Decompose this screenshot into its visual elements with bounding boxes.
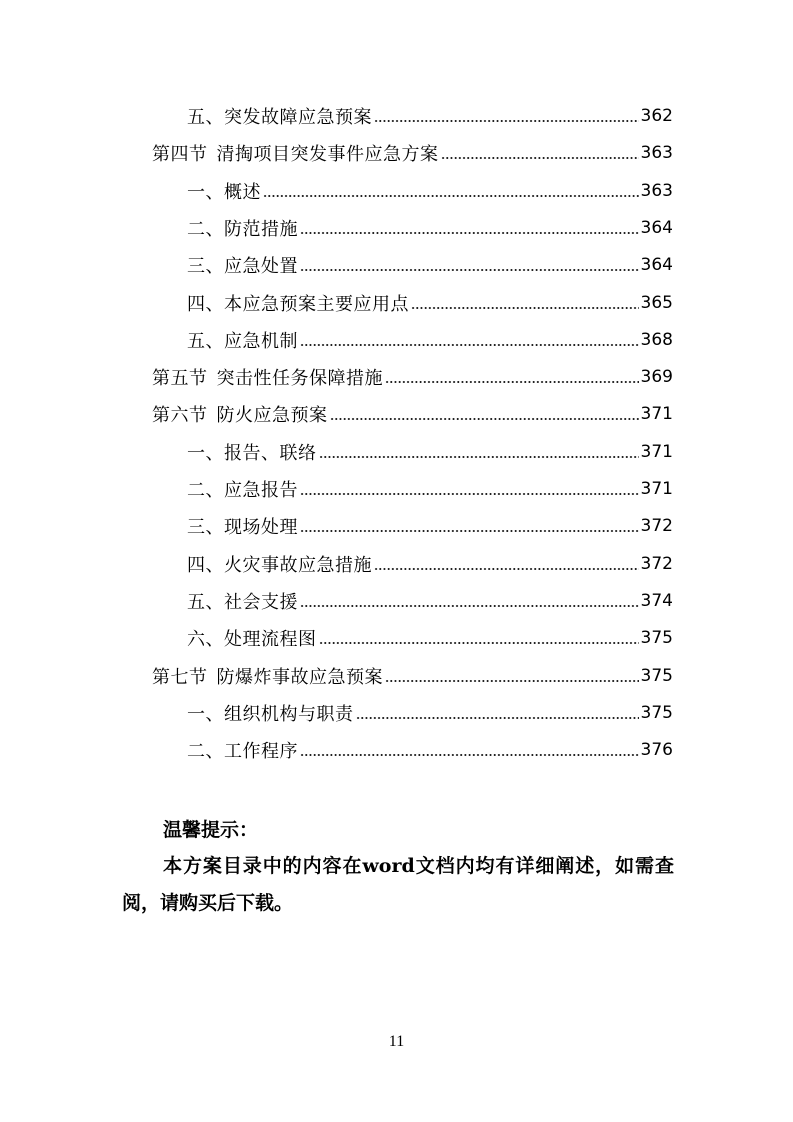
toc-entry-page: 375 (640, 665, 673, 686)
toc-entry[interactable] (187, 698, 673, 728)
toc-entry-label: 工作程序 (224, 741, 298, 763)
toc-entry-leader (356, 717, 639, 719)
toc-entry-label: 清掏项目突发事件应急方案 (216, 144, 439, 166)
toc-entry-leader (385, 680, 639, 682)
toc-entry-number: 三、 (187, 517, 224, 539)
toc-entry[interactable] (187, 288, 673, 318)
toc-entry-number: 一、 (187, 181, 224, 203)
toc-entry-number: 四、 (187, 293, 224, 315)
toc-entry-title (187, 625, 317, 651)
toc-entry-title (187, 103, 372, 129)
toc-entry-title (187, 178, 261, 204)
toc-entry-page: 363 (640, 180, 673, 201)
toc-entry-title (187, 588, 298, 614)
toc-entry-label: 应急机制 (224, 330, 298, 352)
toc-entry[interactable] (152, 661, 673, 691)
toc-entry-label: 火灾事故应急措施 (224, 554, 372, 576)
toc-entry-number: 二、 (187, 741, 224, 763)
toc-entry-number: 四、 (187, 554, 224, 576)
toc-entry-leader (411, 307, 639, 309)
toc-entry-number: 一、 (187, 703, 224, 725)
toc-entry-leader (300, 344, 639, 346)
page-number: 11 (388, 1033, 405, 1050)
toc-entry[interactable] (152, 399, 673, 429)
toc-entry-page: 362 (640, 106, 673, 126)
toc-entry-leader (319, 642, 639, 644)
toc-entry-page: 364 (640, 217, 673, 238)
toc-entry-leader (374, 120, 639, 122)
toc-entry-label: 突发故障应急预案 (224, 107, 372, 128)
toc-entry-title (187, 290, 409, 316)
toc-entry-page: 376 (640, 740, 673, 761)
toc-entry-label: 突击性任务保障措施 (216, 368, 383, 390)
toc-entry-title (187, 439, 317, 465)
toc-entry-leader (263, 195, 639, 197)
toc-entry[interactable] (187, 549, 673, 579)
toc-entry[interactable] (152, 138, 673, 168)
toc-entry-page: 365 (640, 292, 673, 313)
toc-entry-number: 五、 (187, 591, 224, 613)
toc-entry-number: 二、 (187, 480, 224, 501)
toc-entry-leader (300, 232, 639, 234)
toc-entry-title (187, 551, 372, 577)
toc-entry-number: 五、 (187, 330, 224, 352)
toc-entry-page: 363 (640, 143, 673, 164)
toc-entry[interactable] (152, 362, 673, 392)
toc-entry-label: 现场处理 (224, 517, 298, 539)
toc-entry-leader (330, 418, 639, 420)
toc-entry-label: 防火应急预案 (216, 405, 328, 427)
toc-entry-label: 应急报告 (224, 480, 298, 501)
toc-entry-title (187, 215, 298, 241)
toc-entry-number: 六、 (187, 629, 224, 651)
toc-entry-leader (374, 568, 639, 570)
toc-entry-leader (319, 456, 639, 458)
toc-entry[interactable] (187, 474, 673, 504)
toc-entry-leader (300, 269, 639, 271)
toc-entry[interactable] (187, 213, 673, 243)
toc-entry-leader (441, 157, 639, 159)
toc-entry[interactable] (187, 735, 673, 765)
toc-entry[interactable] (187, 176, 673, 206)
toc-entry-title (187, 476, 298, 502)
toc-entry-title (187, 252, 298, 278)
toc-entry-title (152, 401, 328, 427)
toc-entry-label: 组织机构与职责 (224, 703, 354, 725)
toc-entry[interactable] (187, 250, 673, 280)
toc-entry-title (152, 140, 439, 166)
toc-entry-number: 第六节 (152, 405, 208, 427)
toc-entry-page: 372 (640, 516, 673, 537)
toc-entry-number: 三、 (187, 256, 224, 278)
toc-entry-number: 一、 (187, 442, 224, 464)
toc-entry-number: 二、 (187, 218, 224, 240)
toc-entry[interactable] (187, 101, 673, 131)
toc-entry-label: 报告、联络 (224, 442, 317, 464)
toc-entry-leader (300, 493, 639, 495)
toc-entry-page: 364 (640, 255, 673, 276)
toc-entry[interactable] (187, 586, 673, 616)
toc-entry-label: 防爆炸事故应急预案 (216, 666, 383, 688)
toc-entry-page: 371 (640, 404, 673, 425)
toc-entry-title (187, 700, 354, 726)
toc-entry-page: 375 (640, 702, 673, 723)
toc-entry-label: 本应急预案主要应用点 (224, 293, 409, 315)
toc-entry-leader (385, 381, 639, 383)
toc-entry-title (152, 364, 383, 390)
tip-title: 温馨提示： (163, 819, 259, 841)
toc-entry-page: 372 (640, 553, 673, 574)
toc-entry-title (187, 513, 298, 539)
toc-entry-page: 368 (640, 329, 673, 350)
toc-entry-number: 第四节 (152, 144, 208, 166)
toc-entry-page: 369 (640, 367, 673, 388)
toc-entry-label: 处理流程图 (224, 629, 317, 651)
toc-entry-leader (300, 605, 639, 607)
toc-entry-leader (300, 754, 639, 756)
toc-entry-title (187, 737, 298, 763)
tip-body: 本方案目录中的内容在word文档内均有详细阐述，如需查阅，请购买后下载。 (122, 855, 674, 914)
toc-entry-leader (300, 530, 639, 532)
toc-entry-title (152, 663, 383, 689)
toc-entry-page: 371 (640, 441, 673, 462)
toc-entry-label: 应急处置 (224, 256, 298, 278)
toc-entry-number: 五、 (187, 107, 224, 128)
toc-entry-page: 374 (640, 590, 673, 611)
toc-entry[interactable] (187, 623, 673, 653)
toc-entry[interactable] (187, 511, 673, 541)
toc-entry-title (187, 327, 298, 353)
toc-entry-page: 375 (640, 628, 673, 649)
toc-entry[interactable] (187, 437, 673, 467)
toc-entry-page: 371 (640, 479, 673, 499)
toc-entry[interactable] (187, 325, 673, 355)
toc-entry-number: 第七节 (152, 666, 208, 688)
toc-entry-label: 社会支援 (224, 591, 298, 613)
toc-entry-label: 防范措施 (224, 218, 298, 240)
toc-entry-number: 第五节 (152, 368, 208, 390)
toc-entry-label: 概述 (224, 181, 261, 203)
